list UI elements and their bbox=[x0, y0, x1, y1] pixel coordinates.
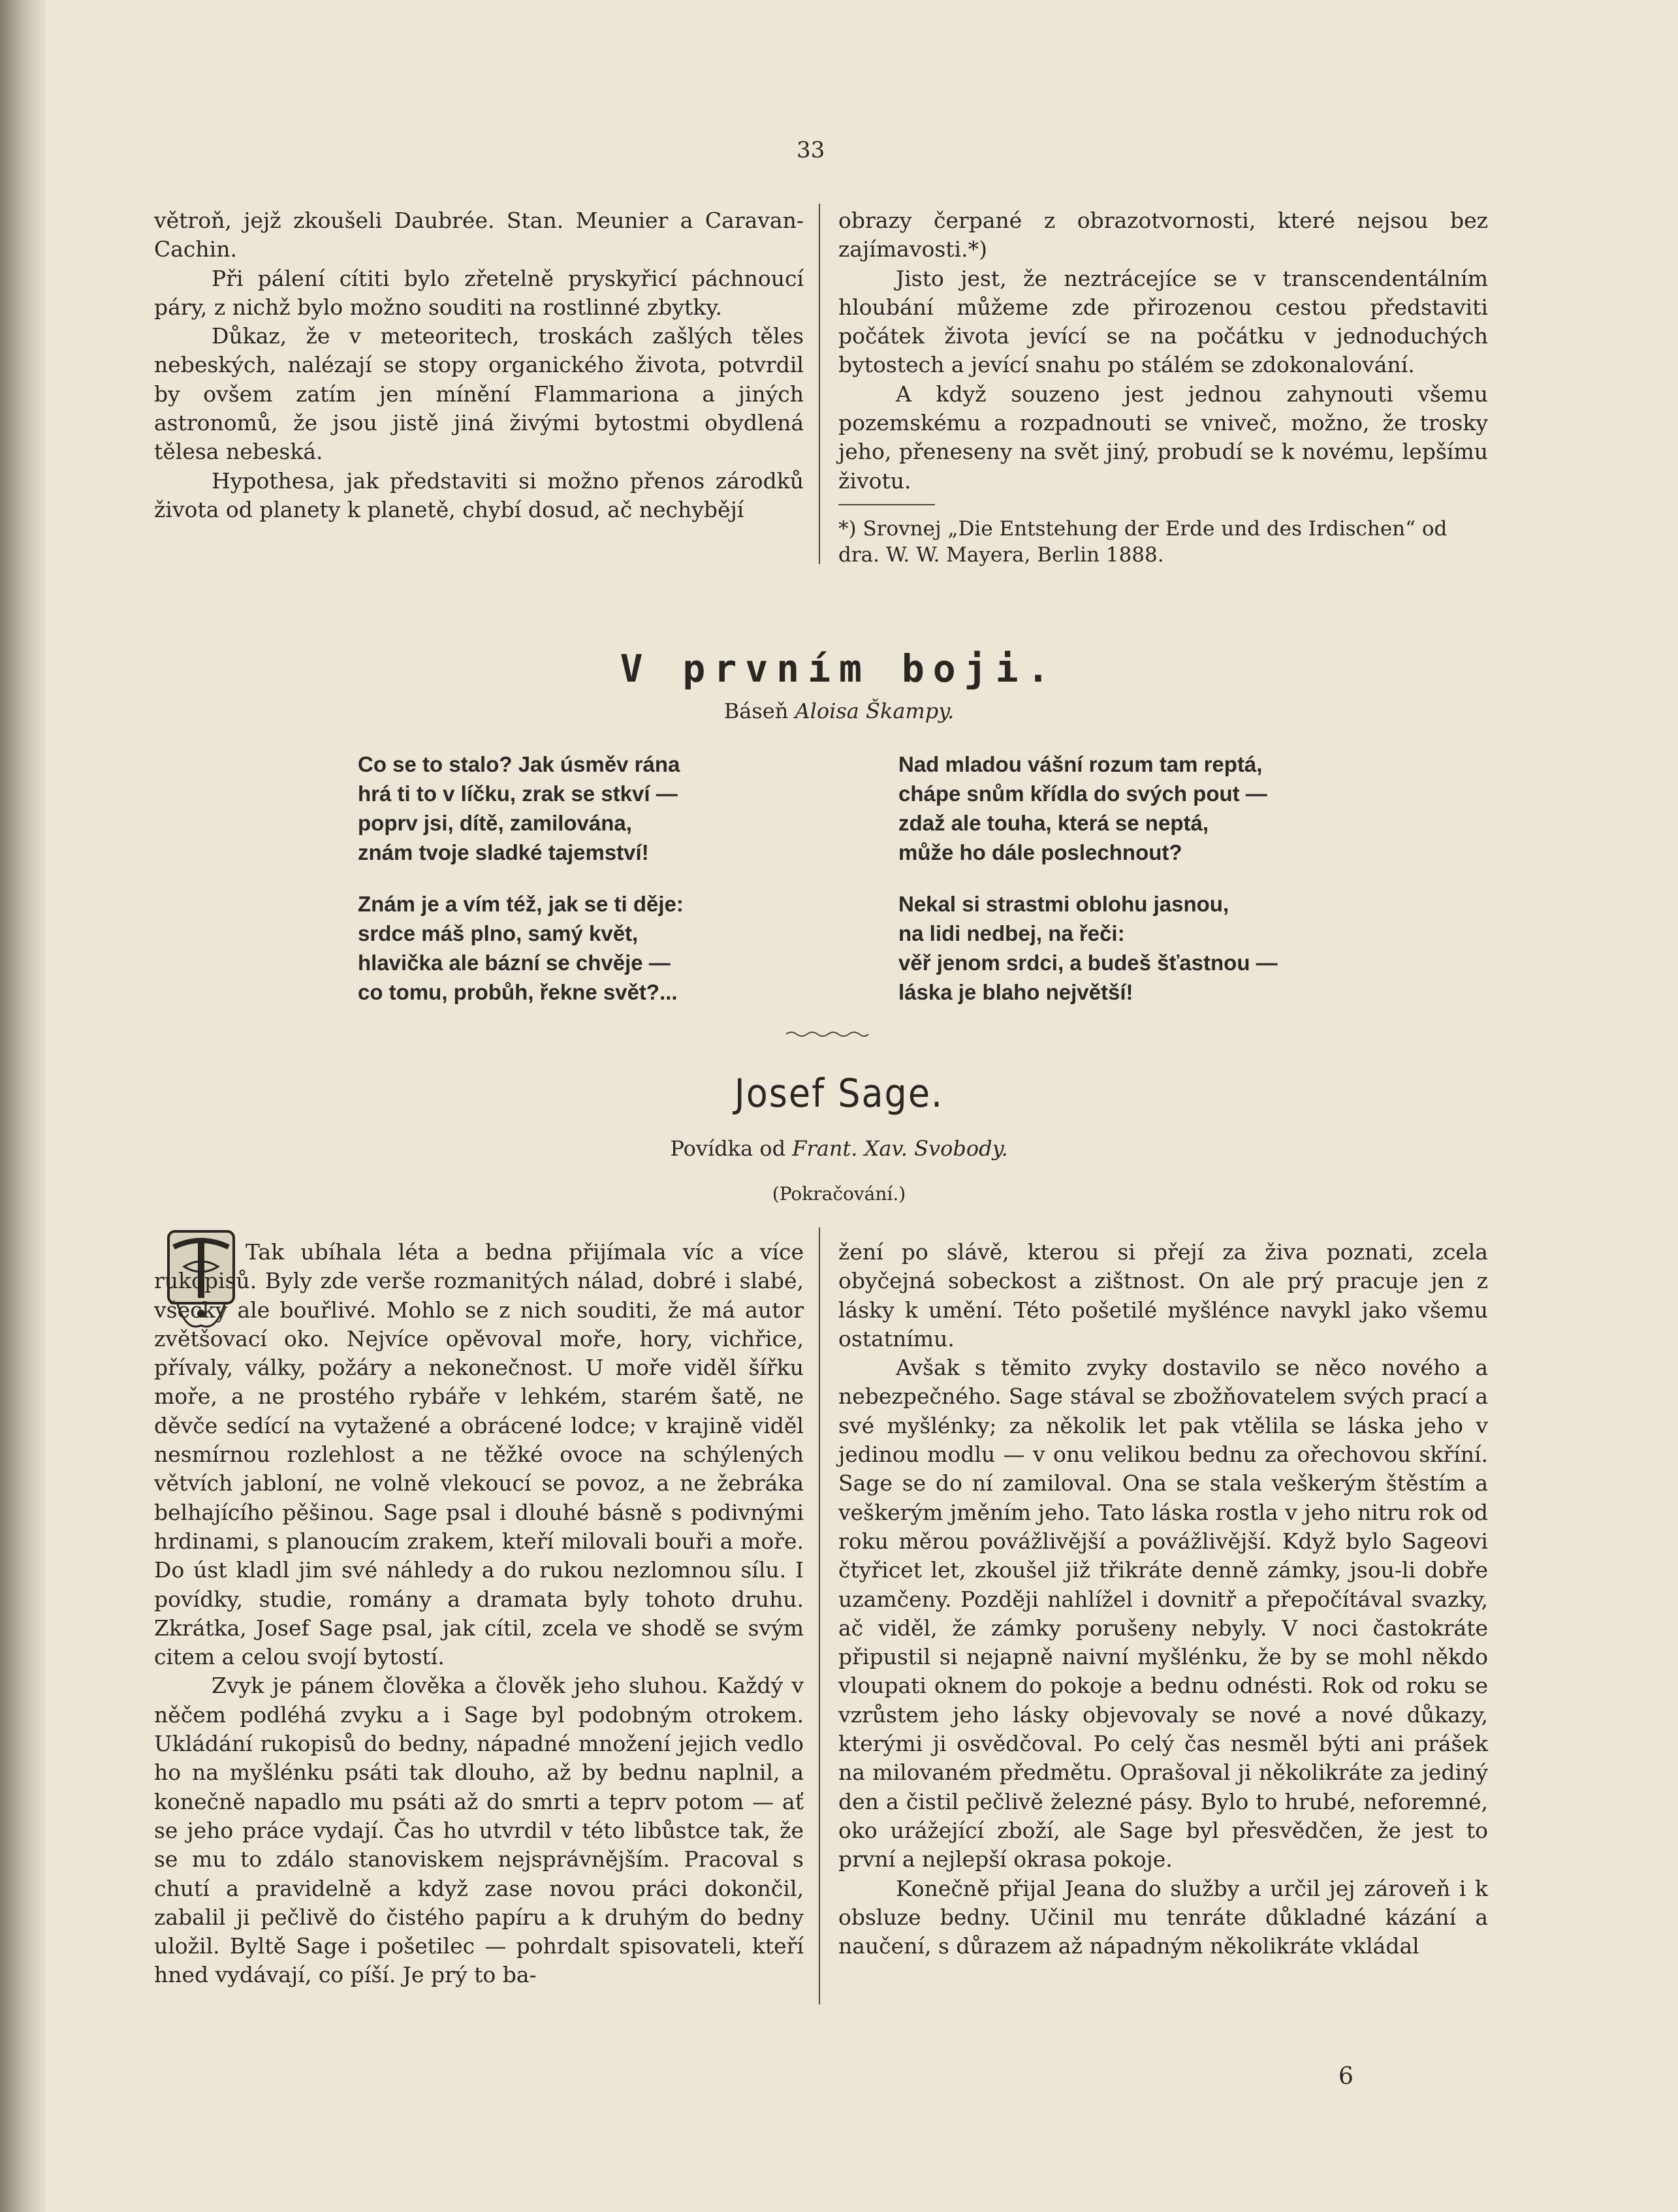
paragraph: Tak ubíhala léta a bedna přijímala víc a více rukopisů. Byly zde verše rozmanitých nálad, dobré i slabé, všecky ale bouřlivé. Mohlo se z nich souditi, že má autor zvětšovací oko. Nejvíce opěvoval moře, hory, vichřice, přívaly, války, požáry a nekonečnost. U moře viděl šířku moře, a ne prostého rybáře v lehkém, starém šatě, ne děvče sedící na vytažené a obrácené lodce; v krajině viděl nesmírnou rozlehlost a ne těžké ovoce na schýlených větvích jabloní, ne volně vlekoucí se povoz, a ne žebráka belhajícího pěšinou. Sage psal i dlouhé básně s podivnými hrdinami, s planoucím zrakem, kteří milovali bouři a moře. Do úst kladl jim své náhledy a do rukou nezlomnou sílu. I povídky, studie, romány a dramata byly tohoto druhu. Zkrátka, Josef Sage psal, jak cítil, zcela ve shodě se svým citem a celou svojí bytostí. bbox=[154, 1239, 804, 1670]
paragraph: Jisto jest, že neztrácejíce se v transcendentálním hloubání můžeme zde přirozenou cestou představiti počátek života jevící se na počátku v jednoduchých bytostech a jevící snahu po stálém se zdokonalování. bbox=[838, 265, 1488, 378]
poem-stanza-right-1 bbox=[898, 750, 1267, 867]
wavy-separator-icon bbox=[785, 1030, 870, 1038]
paragraph: Při pálení cítiti bylo zřetelně pryskyřicí páchnoucí páry, z nichž bylo možno souditi na rostlinné zbytky. bbox=[154, 265, 804, 320]
poem-line: chápe snům křídla do svých pout — bbox=[898, 782, 1267, 806]
poem-line: na lidi nedbej, na řeči: bbox=[898, 921, 1125, 945]
top-left-column bbox=[154, 206, 804, 524]
poem-byline bbox=[0, 699, 1678, 723]
paragraph: Zvyk je pánem člověka a člověk jeho sluhou. Každý v něčem podléhá zvyku a i Sage byl podobným otrokem. Ukládání rukopisů do bedny, nápadné množení jejich vedlo ho na myšlénku psáti tak dlouho, až by bednu naplnil, a konečně napadlo mu psáti až do smrti a teprv potom — ať se jeho práce vydají. Čas ho utvrdil v této libůstce tak, že se mu to zdálo stanoviskem nejsprávnějším. Pracoval s chutí a pravidelně a když zase novou práci dokončil, zabalil ji pečlivě do čistého papíru a k druhým do bedny uložil. Byltě Sage i pošetilec — pohrdalt spisovateli, kteří hned vydávají, co píší. Je prý to ba- bbox=[154, 1673, 804, 1988]
poem-line: Co se to stalo? Jak úsměv rána bbox=[358, 752, 680, 776]
story-byline-prefix: Povídka od bbox=[670, 1136, 786, 1161]
paragraph: větroň, jejž zkoušeli Daubrée. Stan. Meunier a Caravan-Cachin. bbox=[154, 208, 804, 262]
paragraph: Konečně přijal Jeana do služby a určil jej zároveň i k obsluze bedny. Učinil mu tenráte důkladné kázání a naučení, s důrazem až nápadným několikráte vkládal bbox=[838, 1875, 1488, 1959]
paragraph: Důkaz, že v meteoritech, troskách zašlých těles nebeských, nalézají se stopy organického života, potvrdil by ovšem zatím jen mínění Flammariona a jiných astronomů, že jsou jistě jiná živými bytostmi obydlená tělesa nebeská. bbox=[154, 323, 804, 465]
paragraph: Hypothesa, jak představiti si možno přenos zárodků života od planety k planetě, chybí dosud, ač nechybějí bbox=[154, 467, 804, 522]
footnote-rule bbox=[838, 504, 935, 505]
story-right-column bbox=[838, 1238, 1488, 1961]
column-divider-story bbox=[819, 1227, 820, 2004]
paragraph: obrazy čerpané z obrazotvornosti, které nejsou bez zajímavosti.*) bbox=[838, 208, 1488, 262]
paragraph: žení po slávě, kterou si přejí za živa poznati, zcela obyčejná sobeckost a zištnost. On ale prý pracuje jen z lásky k umění. Této pošetilé myšlénce navykl jako všemu ostatnímu. bbox=[838, 1239, 1488, 1351]
column-divider-top bbox=[819, 204, 820, 564]
poem-title: V prvním boji. bbox=[620, 646, 1058, 691]
poem-line: Nad mladou vášní rozum tam reptá, bbox=[898, 752, 1263, 776]
poem-line: hlavička ale bázní se chvěje — bbox=[358, 951, 671, 975]
poem-byline-prefix: Báseň bbox=[723, 699, 789, 723]
paragraph: A když souzeno jest jednou zahynouti všemu pozemskému a rozpadnouti se vniveč, možno, že trosky jeho, přeneseny na svět jiný, probudí se k novému, lepšímu životu. bbox=[838, 381, 1488, 494]
poem-stanza-left-1 bbox=[358, 750, 680, 867]
poem-line: může ho dále poslechnout? bbox=[898, 840, 1182, 864]
poem-author: Aloisa Škampy. bbox=[795, 699, 955, 723]
poem-stanza-left-2 bbox=[358, 889, 684, 1007]
story-byline bbox=[0, 1136, 1678, 1161]
top-right-column bbox=[838, 206, 1488, 496]
poem-line: Nekal si strastmi oblohu jasnou, bbox=[898, 892, 1229, 916]
page-number-bottom: 6 bbox=[1338, 2063, 1353, 2090]
poem-line: zdaž ale touha, která se neptá, bbox=[898, 811, 1209, 835]
story-author: Frant. Xav. Svobody. bbox=[792, 1136, 1008, 1161]
continued-note: (Pokračování.) bbox=[772, 1183, 906, 1205]
poem-line: Znám je a vím též, jak se ti děje: bbox=[358, 892, 684, 916]
page-number-top: 33 bbox=[797, 137, 825, 163]
story-left-column bbox=[154, 1238, 804, 1990]
paragraph: Avšak s těmito zvyky dostavilo se něco nového a nebezpečného. Sage stával se zbožňovatelem svých prací a své myšlénky; za několik let pak vtělila se láska jeho v jedinou modlu — v onu velikou bednu za ořechovou skříní. Sage se do ní zamiloval. Ona se stala veškerým štěstím a veškerým jměním jeho. Tato láska rostla v jeho nitru rok od roku měrou povážlivější a povážlivější. Když bylo Sageovi čtyřicet let, zkoušel již třikráte denně zámky, jsou-li dobře uzamčeny. Později nahlížel i dovnitř a přepočítával svazky, ač viděl, že zámky porušeny nebyly. V noci častokráte připustil si nejapně naivní myšlénku, že by se mohl někdo vloupati oknem do pokoje a bednu odnésti. Rok od roku se vzrůstem jeho lásky objevovaly se nové a nové důkazy, kterými ji osvědčoval. Po celý čas nesměl býti ani prášek na milovaném předmětu. Oprašoval ji několikráte za jediný den a čistil pečlivě železné pásy. Bylo to hrubé, neforemné, oko urážející zboží, ale Sage byl přesvědčen, že jest to první a nejlepší okrasa pokoje. bbox=[838, 1355, 1488, 1872]
poem-line: hrá ti to v líčku, zrak se stkví — bbox=[358, 782, 678, 806]
footnote: *) Srovnej „Die Entstehung der Erde und des Irdischen“ od dra. W. W. Mayera, Berlin 1888. bbox=[838, 517, 1448, 567]
poem-line: srdce máš plno, samý květ, bbox=[358, 921, 639, 945]
poem-stanza-right-2 bbox=[898, 889, 1278, 1007]
poem-line: znám tvoje sladké tajemství! bbox=[358, 840, 649, 864]
poem-line: láska je blaho největší! bbox=[898, 980, 1133, 1004]
poem-line: co tomu, probůh, řekne svět?... bbox=[358, 980, 678, 1004]
story-title: Josef Sage. bbox=[734, 1071, 944, 1116]
poem-line: věř jenom srdci, a budeš šťastnou — bbox=[898, 951, 1278, 975]
poem-line: poprv jsi, dítě, zamilována, bbox=[358, 811, 632, 835]
